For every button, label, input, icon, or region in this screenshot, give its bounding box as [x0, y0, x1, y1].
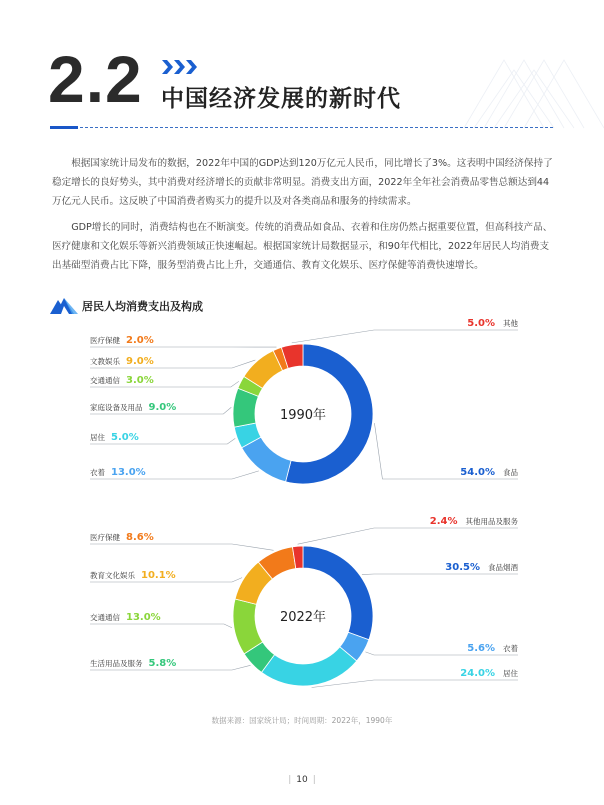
header-divider-accent [50, 126, 78, 129]
paragraph-1: 根据国家统计局发布的数据，2022年中国的GDP达到120万亿元人民币，同比增长了3%。这表明中国经济保持了稳定增长的良好势头，其中消费对经济增长的贡献非常明显。消费支出方面，2022年全年社会消费品零售总额达到44万亿元人民币。这反映了中国消费者购买力的提升以及对各类商品和服务的持续需求。 [52, 158, 553, 207]
slice-name-label: 居住 [503, 669, 518, 678]
slice-name-label: 衣着 [90, 468, 105, 477]
slice-value-label: 5.0% [467, 318, 495, 329]
donut-chart-1990 [0, 312, 604, 502]
page-title: 中国经济发展的新时代 [161, 86, 401, 112]
slice-value-label: 30.5% [445, 562, 480, 573]
leader-line-3 [312, 680, 518, 687]
slice-value-label: 5.8% [148, 658, 177, 669]
donut-center-label: 2022年 [279, 610, 327, 625]
leader-line-2 [365, 652, 518, 655]
slice-value-label: 2.0% [126, 335, 154, 346]
donut-slice-1 [303, 546, 373, 640]
leader-line-7 [90, 544, 274, 550]
slice-name-label: 衣着 [503, 644, 518, 653]
section-number: 2.2 [48, 42, 143, 116]
slice-value-label: 9.0% [126, 356, 154, 367]
slice-value-label: 13.0% [111, 467, 146, 478]
slice-name-label: 医疗保健 [90, 336, 120, 345]
slice-name-label: 居住 [90, 433, 105, 442]
page-number-value: 10 [296, 775, 308, 785]
slice-name-label: 医疗保健 [90, 533, 120, 542]
slice-name-label: 食品烟酒 [488, 563, 518, 572]
slice-name-label: 交通通信 [90, 376, 120, 385]
slice-value-label: 5.0% [111, 432, 139, 443]
donut-center-label: 1990年 [279, 408, 327, 423]
page-number [0, 775, 604, 785]
page-number-bar-left: | [288, 775, 292, 785]
source-note: 数据来源：国家统计局；时间周期：2022年，1990年 [211, 716, 393, 725]
donut-chart-2022 [0, 508, 604, 693]
slice-value-label: 3.0% [126, 375, 154, 386]
header-divider [50, 127, 553, 128]
slice-name-label: 家庭设备及用品 [90, 403, 143, 412]
donut-slice-3 [262, 647, 357, 686]
leader-line-1 [362, 574, 518, 575]
slice-name-label: 食品 [503, 468, 518, 477]
slice-value-label: 2.4% [429, 516, 458, 527]
slice-value-label: 9.0% [148, 402, 177, 413]
slice-value-label: 13.0% [126, 612, 161, 623]
paragraph-2: GDP增长的同时，消费结构也在不断演变。传统的消费品如食品、衣着和住房仍然占据重要位置，但高科技产品、医疗健康和文化娱乐等新兴消费领域正快速崛起。根据国家统计局数据显示，和90年代相比，2022年居民人均消费支出基础型消费占比下降，服务型消费占比上升，交通通信、教育文化娱乐、医疗保健等消费快速增长。 [52, 222, 553, 271]
slice-value-label: 5.6% [467, 643, 495, 654]
slice-value-label: 8.6% [126, 532, 154, 543]
leader-line-8 [292, 330, 518, 343]
page-number-bar-right: | [312, 775, 316, 785]
slice-name-label: 其他 [503, 319, 518, 328]
leader-line-5 [90, 624, 232, 628]
slice-name-label: 文教娱乐 [90, 357, 120, 366]
slice-name-label: 其他用品及服务 [465, 517, 518, 526]
slice-name-label: 生活用品及服务 [90, 659, 143, 668]
slice-name-label: 教育文化娱乐 [90, 571, 135, 580]
slice-name-label: 交通通信 [90, 613, 120, 622]
slice-value-label: 24.0% [460, 668, 495, 679]
leader-line-8 [298, 528, 518, 544]
leader-line-1 [374, 423, 518, 479]
slice-value-label: 10.1% [141, 570, 176, 581]
slice-value-label: 54.0% [460, 467, 495, 478]
decorative-pattern [454, 40, 604, 130]
chevron-arrows-icon [162, 60, 206, 74]
chart-section-title: 居民人均消费支出及构成 [82, 300, 203, 313]
